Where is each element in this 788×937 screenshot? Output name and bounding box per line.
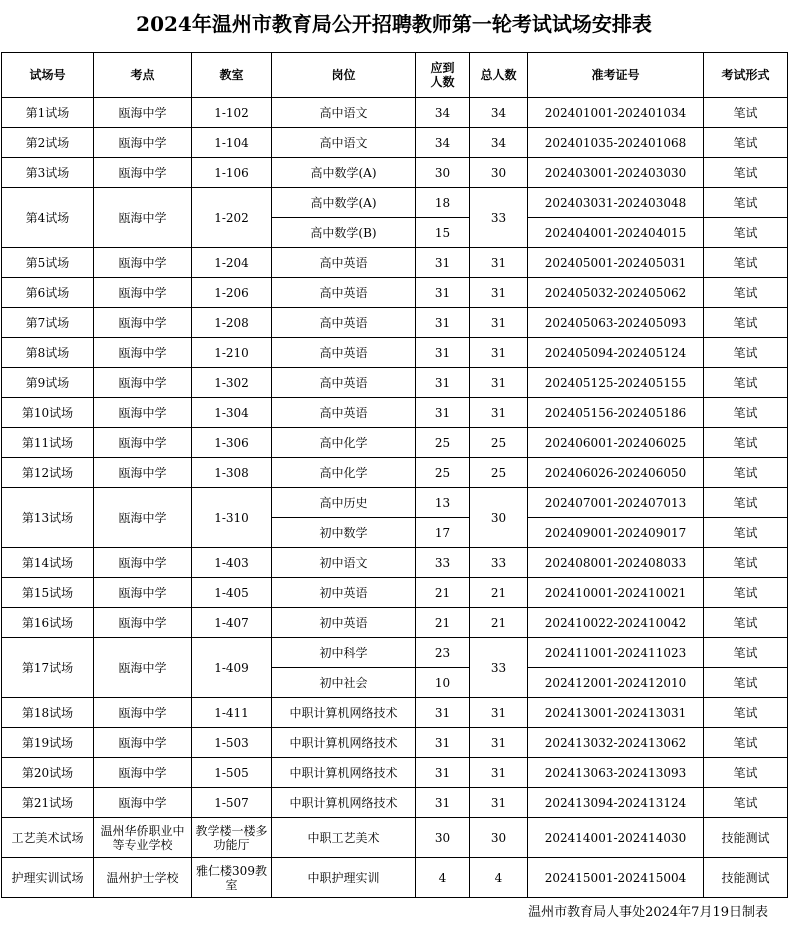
room-cell: 第1试场 — [2, 98, 94, 128]
header-room: 试场号 — [2, 53, 94, 98]
document-title: 2024年温州市教育局公开招聘教师第一轮考试试场安排表 — [136, 12, 652, 36]
classroom-cell: 1-405 — [192, 578, 272, 608]
table-row — [2, 248, 788, 278]
classroom-cell: 1-204 — [192, 248, 272, 278]
position-cell: 高中语文 — [272, 128, 416, 158]
site-cell: 瓯海中学 — [94, 248, 192, 278]
position-cell: 初中科学 — [272, 638, 416, 668]
ticket-cell: 202409001-202409017 — [528, 518, 704, 548]
format-cell: 笔试 — [704, 728, 788, 758]
room-cell: 第16试场 — [2, 608, 94, 638]
table-header-row — [2, 53, 788, 98]
table-row — [2, 728, 788, 758]
room-cell: 第20试场 — [2, 758, 94, 788]
expected-cell: 30 — [416, 818, 470, 858]
classroom-cell: 1-208 — [192, 308, 272, 338]
classroom-cell: 1-102 — [192, 98, 272, 128]
site-cell: 瓯海中学 — [94, 638, 192, 698]
classroom-cell: 1-403 — [192, 548, 272, 578]
site-cell: 瓯海中学 — [94, 338, 192, 368]
classroom-cell: 1-306 — [192, 428, 272, 458]
total-cell: 30 — [470, 818, 528, 858]
expected-cell: 13 — [416, 488, 470, 518]
ticket-cell: 202413032-202413062 — [528, 728, 704, 758]
position-cell: 高中英语 — [272, 338, 416, 368]
expected-cell: 31 — [416, 248, 470, 278]
site-cell: 瓯海中学 — [94, 188, 192, 248]
total-cell: 30 — [470, 158, 528, 188]
table-row — [2, 188, 788, 218]
table-row — [2, 338, 788, 368]
header-site: 考点 — [94, 53, 192, 98]
classroom-cell: 1-503 — [192, 728, 272, 758]
table-row — [2, 488, 788, 518]
ticket-cell: 202405156-202405186 — [528, 398, 704, 428]
room-cell: 第8试场 — [2, 338, 94, 368]
classroom-cell: 1-308 — [192, 458, 272, 488]
site-cell: 瓯海中学 — [94, 728, 192, 758]
total-cell: 31 — [470, 758, 528, 788]
site-cell: 瓯海中学 — [94, 398, 192, 428]
expected-cell: 23 — [416, 638, 470, 668]
classroom-cell: 雅仁楼309教室 — [192, 858, 272, 898]
position-cell: 高中数学(A) — [272, 188, 416, 218]
ticket-cell: 202410001-202410021 — [528, 578, 704, 608]
position-cell: 初中语文 — [272, 548, 416, 578]
format-cell: 笔试 — [704, 188, 788, 218]
ticket-cell: 202405032-202405062 — [528, 278, 704, 308]
format-cell: 笔试 — [704, 308, 788, 338]
site-cell: 瓯海中学 — [94, 98, 192, 128]
format-cell: 笔试 — [704, 668, 788, 698]
total-cell: 34 — [470, 98, 528, 128]
ticket-cell: 202405125-202405155 — [528, 368, 704, 398]
expected-cell: 31 — [416, 398, 470, 428]
table-row — [2, 158, 788, 188]
site-cell: 瓯海中学 — [94, 308, 192, 338]
site-cell: 瓯海中学 — [94, 368, 192, 398]
format-cell: 笔试 — [704, 338, 788, 368]
expected-cell: 31 — [416, 278, 470, 308]
site-cell: 瓯海中学 — [94, 158, 192, 188]
expected-cell: 33 — [416, 548, 470, 578]
ticket-cell: 202401035-202401068 — [528, 128, 704, 158]
total-cell: 21 — [470, 608, 528, 638]
site-cell: 瓯海中学 — [94, 578, 192, 608]
exam-schedule-table — [1, 52, 788, 898]
site-cell: 瓯海中学 — [94, 278, 192, 308]
position-cell: 初中数学 — [272, 518, 416, 548]
format-cell: 笔试 — [704, 788, 788, 818]
ticket-cell: 202401001-202401034 — [528, 98, 704, 128]
room-cell: 第5试场 — [2, 248, 94, 278]
format-cell: 笔试 — [704, 128, 788, 158]
table-row — [2, 428, 788, 458]
expected-cell: 34 — [416, 128, 470, 158]
classroom-cell: 1-202 — [192, 188, 272, 248]
site-cell: 瓯海中学 — [94, 128, 192, 158]
site-cell: 瓯海中学 — [94, 458, 192, 488]
room-cell: 第12试场 — [2, 458, 94, 488]
table-row — [2, 128, 788, 158]
table-row — [2, 398, 788, 428]
ticket-cell: 202414001-202414030 — [528, 818, 704, 858]
classroom-cell: 1-106 — [192, 158, 272, 188]
header-position: 岗位 — [272, 53, 416, 98]
table-row — [2, 548, 788, 578]
room-cell: 第11试场 — [2, 428, 94, 458]
total-cell: 4 — [470, 858, 528, 898]
header-classroom: 教室 — [192, 53, 272, 98]
position-cell: 中职计算机网络技术 — [272, 698, 416, 728]
table-row — [2, 818, 788, 858]
expected-cell: 10 — [416, 668, 470, 698]
table-row — [2, 788, 788, 818]
header-expected: 应到人数 — [416, 53, 470, 98]
total-cell: 34 — [470, 128, 528, 158]
ticket-cell: 202405094-202405124 — [528, 338, 704, 368]
room-cell: 第6试场 — [2, 278, 94, 308]
ticket-cell: 202412001-202412010 — [528, 668, 704, 698]
expected-cell: 31 — [416, 308, 470, 338]
position-cell: 初中英语 — [272, 578, 416, 608]
classroom-cell: 1-507 — [192, 788, 272, 818]
room-cell: 第3试场 — [2, 158, 94, 188]
total-cell: 30 — [470, 488, 528, 548]
classroom-cell: 1-505 — [192, 758, 272, 788]
ticket-cell: 202403001-202403030 — [528, 158, 704, 188]
expected-cell: 31 — [416, 368, 470, 398]
position-cell: 初中英语 — [272, 608, 416, 638]
room-cell: 护理实训试场 — [2, 858, 94, 898]
position-cell: 高中英语 — [272, 398, 416, 428]
ticket-cell: 202404001-202404015 — [528, 218, 704, 248]
classroom-cell: 1-302 — [192, 368, 272, 398]
format-cell: 笔试 — [704, 218, 788, 248]
format-cell: 笔试 — [704, 578, 788, 608]
site-cell: 瓯海中学 — [94, 428, 192, 458]
table-row — [2, 98, 788, 128]
classroom-cell: 1-409 — [192, 638, 272, 698]
total-cell: 31 — [470, 398, 528, 428]
classroom-cell: 1-210 — [192, 338, 272, 368]
site-cell: 瓯海中学 — [94, 548, 192, 578]
format-cell: 笔试 — [704, 248, 788, 278]
expected-cell: 18 — [416, 188, 470, 218]
total-cell: 31 — [470, 338, 528, 368]
room-cell: 工艺美术试场 — [2, 818, 94, 858]
table-row — [2, 578, 788, 608]
room-cell: 第21试场 — [2, 788, 94, 818]
total-cell: 33 — [470, 188, 528, 248]
ticket-cell: 202403031-202403048 — [528, 188, 704, 218]
position-cell: 高中语文 — [272, 98, 416, 128]
total-cell: 21 — [470, 578, 528, 608]
expected-cell: 25 — [416, 428, 470, 458]
footer-note: 温州市教育局人事处2024年7月19日制表 — [528, 905, 768, 920]
position-cell: 高中历史 — [272, 488, 416, 518]
position-cell: 中职计算机网络技术 — [272, 728, 416, 758]
position-cell: 高中英语 — [272, 278, 416, 308]
position-cell: 高中数学(A) — [272, 158, 416, 188]
ticket-cell: 202415001-202415004 — [528, 858, 704, 898]
position-cell: 中职护理实训 — [272, 858, 416, 898]
room-cell: 第7试场 — [2, 308, 94, 338]
expected-cell: 31 — [416, 728, 470, 758]
ticket-cell: 202405001-202405031 — [528, 248, 704, 278]
position-cell: 中职工艺美术 — [272, 818, 416, 858]
site-cell: 温州护士学校 — [94, 858, 192, 898]
ticket-cell: 202408001-202408033 — [528, 548, 704, 578]
position-cell: 高中英语 — [272, 368, 416, 398]
table-row — [2, 278, 788, 308]
expected-cell: 31 — [416, 788, 470, 818]
site-cell: 瓯海中学 — [94, 608, 192, 638]
classroom-cell: 1-411 — [192, 698, 272, 728]
table-row — [2, 608, 788, 638]
header-ticket: 准考证号 — [528, 53, 704, 98]
expected-cell: 4 — [416, 858, 470, 898]
room-cell: 第13试场 — [2, 488, 94, 548]
room-cell: 第10试场 — [2, 398, 94, 428]
ticket-cell: 202413094-202413124 — [528, 788, 704, 818]
format-cell: 笔试 — [704, 98, 788, 128]
table-row — [2, 698, 788, 728]
ticket-cell: 202413063-202413093 — [528, 758, 704, 788]
room-cell: 第4试场 — [2, 188, 94, 248]
format-cell: 笔试 — [704, 458, 788, 488]
site-cell: 瓯海中学 — [94, 788, 192, 818]
format-cell: 笔试 — [704, 368, 788, 398]
position-cell: 高中英语 — [272, 248, 416, 278]
total-cell: 31 — [470, 368, 528, 398]
expected-cell: 21 — [416, 578, 470, 608]
ticket-cell: 202407001-202407013 — [528, 488, 704, 518]
ticket-cell: 202406001-202406025 — [528, 428, 704, 458]
expected-cell: 31 — [416, 338, 470, 368]
site-cell: 瓯海中学 — [94, 698, 192, 728]
position-cell: 高中化学 — [272, 458, 416, 488]
expected-cell: 17 — [416, 518, 470, 548]
expected-cell: 25 — [416, 458, 470, 488]
format-cell: 笔试 — [704, 698, 788, 728]
format-cell: 笔试 — [704, 608, 788, 638]
classroom-cell: 1-104 — [192, 128, 272, 158]
room-cell: 第9试场 — [2, 368, 94, 398]
site-cell: 瓯海中学 — [94, 488, 192, 548]
position-cell: 初中社会 — [272, 668, 416, 698]
format-cell: 技能测试 — [704, 818, 788, 858]
ticket-cell: 202411001-202411023 — [528, 638, 704, 668]
total-cell: 31 — [470, 278, 528, 308]
site-cell: 温州华侨职业中等专业学校 — [94, 818, 192, 858]
position-cell: 中职计算机网络技术 — [272, 758, 416, 788]
table-row — [2, 458, 788, 488]
ticket-cell: 202413001-202413031 — [528, 698, 704, 728]
expected-cell: 21 — [416, 608, 470, 638]
ticket-cell: 202405063-202405093 — [528, 308, 704, 338]
table-row — [2, 368, 788, 398]
table-row — [2, 758, 788, 788]
total-cell: 33 — [470, 548, 528, 578]
header-format: 考试形式 — [704, 53, 788, 98]
total-cell: 33 — [470, 638, 528, 698]
format-cell: 笔试 — [704, 638, 788, 668]
position-cell: 高中英语 — [272, 308, 416, 338]
format-cell: 技能测试 — [704, 858, 788, 898]
position-cell: 高中化学 — [272, 428, 416, 458]
header-total: 总人数 — [470, 53, 528, 98]
format-cell: 笔试 — [704, 158, 788, 188]
position-cell: 中职计算机网络技术 — [272, 788, 416, 818]
classroom-cell: 1-304 — [192, 398, 272, 428]
format-cell: 笔试 — [704, 518, 788, 548]
expected-cell: 34 — [416, 98, 470, 128]
total-cell: 25 — [470, 428, 528, 458]
format-cell: 笔试 — [704, 278, 788, 308]
room-cell: 第2试场 — [2, 128, 94, 158]
expected-cell: 31 — [416, 758, 470, 788]
format-cell: 笔试 — [704, 488, 788, 518]
expected-cell: 30 — [416, 158, 470, 188]
table-row — [2, 858, 788, 898]
classroom-cell: 1-310 — [192, 488, 272, 548]
format-cell: 笔试 — [704, 758, 788, 788]
room-cell: 第18试场 — [2, 698, 94, 728]
position-cell: 高中数学(B) — [272, 218, 416, 248]
format-cell: 笔试 — [704, 398, 788, 428]
total-cell: 25 — [470, 458, 528, 488]
classroom-cell: 教学楼一楼多功能厅 — [192, 818, 272, 858]
total-cell: 31 — [470, 698, 528, 728]
classroom-cell: 1-206 — [192, 278, 272, 308]
total-cell: 31 — [470, 248, 528, 278]
room-cell: 第17试场 — [2, 638, 94, 698]
classroom-cell: 1-407 — [192, 608, 272, 638]
format-cell: 笔试 — [704, 428, 788, 458]
site-cell: 瓯海中学 — [94, 758, 192, 788]
total-cell: 31 — [470, 788, 528, 818]
room-cell: 第14试场 — [2, 548, 94, 578]
table-row — [2, 638, 788, 668]
expected-cell: 31 — [416, 698, 470, 728]
table-row — [2, 308, 788, 338]
ticket-cell: 202410022-202410042 — [528, 608, 704, 638]
total-cell: 31 — [470, 728, 528, 758]
room-cell: 第19试场 — [2, 728, 94, 758]
total-cell: 31 — [470, 308, 528, 338]
format-cell: 笔试 — [704, 548, 788, 578]
ticket-cell: 202406026-202406050 — [528, 458, 704, 488]
room-cell: 第15试场 — [2, 578, 94, 608]
expected-cell: 15 — [416, 218, 470, 248]
